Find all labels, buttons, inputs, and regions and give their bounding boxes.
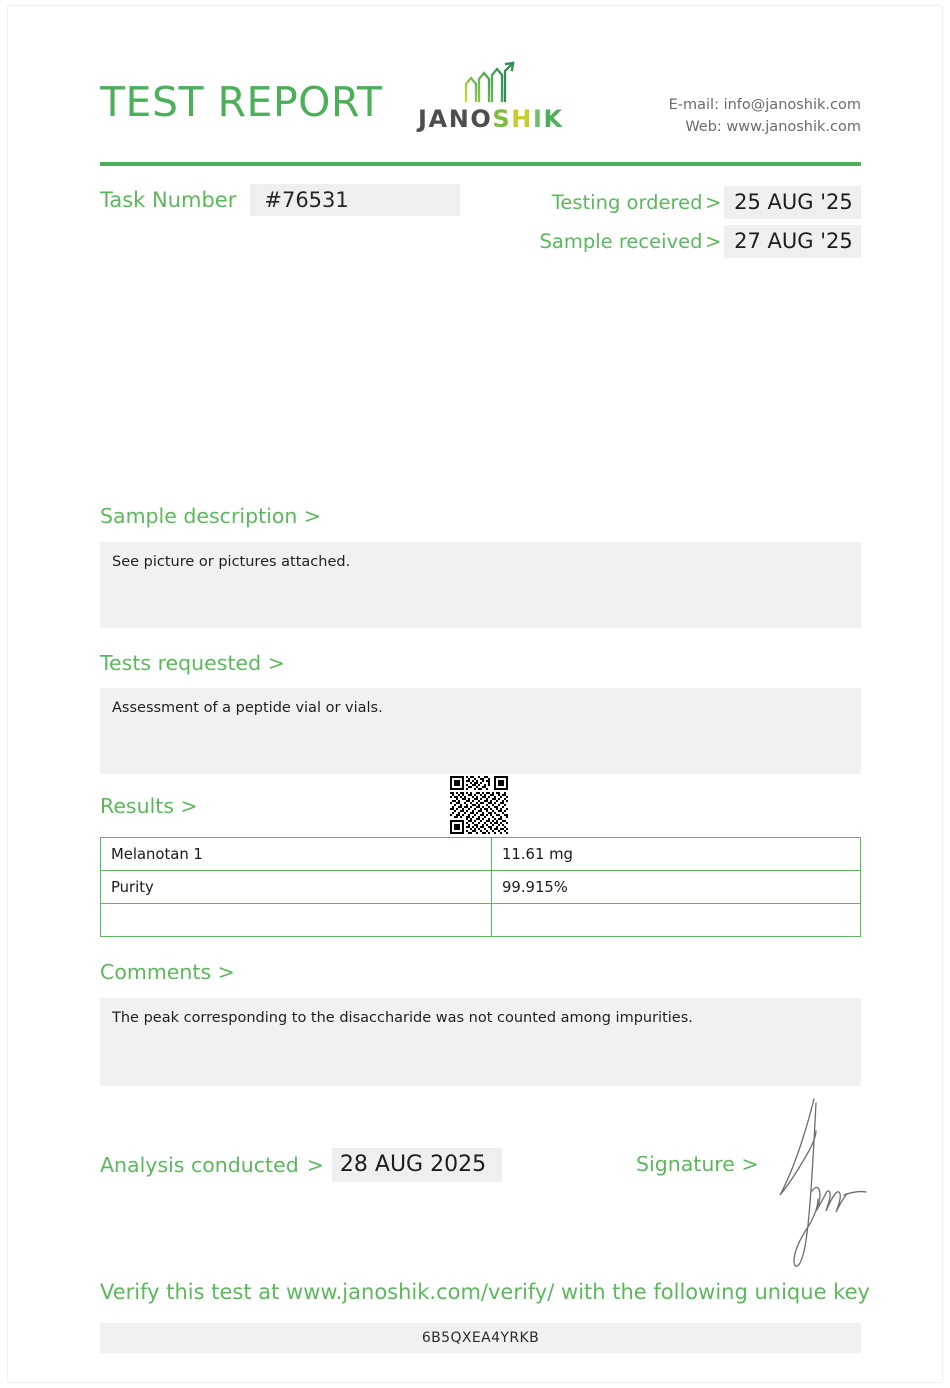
- report-page: [8, 6, 942, 1382]
- logo-word-k: K: [543, 105, 564, 133]
- logo-wordmark: [418, 105, 564, 133]
- result-name: Purity: [101, 871, 492, 904]
- company-logo: [418, 60, 564, 133]
- logo-word-i: I: [532, 105, 544, 133]
- bar-chart-growth-icon: [456, 60, 520, 104]
- page-title: TEST REPORT: [100, 78, 383, 126]
- contact-web: Web: www.janoshik.com: [685, 119, 861, 136]
- header-divider: [100, 162, 861, 166]
- analysis-conducted-value: 28 AUG 2025: [332, 1148, 502, 1182]
- comments-box: The peak corresponding to the disaccharide was not counted among impurities.: [100, 998, 861, 1086]
- qr-code: [450, 776, 508, 834]
- logo-word-s: S: [492, 105, 512, 133]
- comments-title: Comments >: [100, 960, 235, 984]
- result-value: [492, 904, 861, 937]
- sample-received-value: 27 AUG '25: [724, 225, 861, 258]
- results-title: Results >: [100, 794, 198, 818]
- result-value: 99.915%: [492, 871, 861, 904]
- unique-key: 6B5QXEA4YRKB: [100, 1323, 861, 1353]
- testing-ordered-caret: >: [705, 191, 722, 214]
- testing-ordered-label: Testing ordered: [551, 191, 703, 214]
- contact-email: E-mail: info@janoshik.com: [668, 97, 861, 113]
- analysis-conducted-caret: >: [306, 1153, 324, 1177]
- task-number-label: Task Number: [100, 188, 237, 212]
- table-row: [101, 904, 861, 937]
- sample-received-label: Sample received: [539, 230, 703, 253]
- sample-received-row: [533, 225, 861, 258]
- testing-ordered-row: [533, 186, 861, 219]
- signature-label: Signature >: [636, 1152, 759, 1176]
- table-row: [101, 871, 861, 904]
- testing-ordered-value: 25 AUG '25: [724, 186, 861, 219]
- task-number-row: [100, 184, 460, 216]
- analysis-conducted-label: Analysis conducted: [100, 1153, 299, 1177]
- tests-requested-title: Tests requested >: [100, 651, 285, 675]
- dates-block: [533, 186, 861, 264]
- logo-word-dark: JANO: [418, 105, 493, 133]
- sample-description-box: See picture or pictures attached.: [100, 542, 861, 628]
- logo-word-h: H: [511, 105, 533, 133]
- contact-info: [669, 94, 861, 139]
- analysis-conducted-row: [100, 1148, 502, 1182]
- sample-description-title: Sample description >: [100, 504, 322, 528]
- report-header: [96, 72, 861, 164]
- result-name: [101, 904, 492, 937]
- result-name: Melanotan 1: [101, 838, 492, 871]
- report-content: [96, 6, 870, 1382]
- sample-received-caret: >: [705, 230, 722, 253]
- signature-image: [756, 1091, 876, 1271]
- results-table: [100, 837, 861, 937]
- table-row: [101, 838, 861, 871]
- result-value: 11.61 mg: [492, 838, 861, 871]
- task-number-value: #76531: [250, 184, 460, 216]
- verify-text: Verify this test at www.janoshik.com/verify/ with the following unique key: [100, 1280, 870, 1304]
- tests-requested-box: Assessment of a peptide vial or vials.: [100, 688, 861, 774]
